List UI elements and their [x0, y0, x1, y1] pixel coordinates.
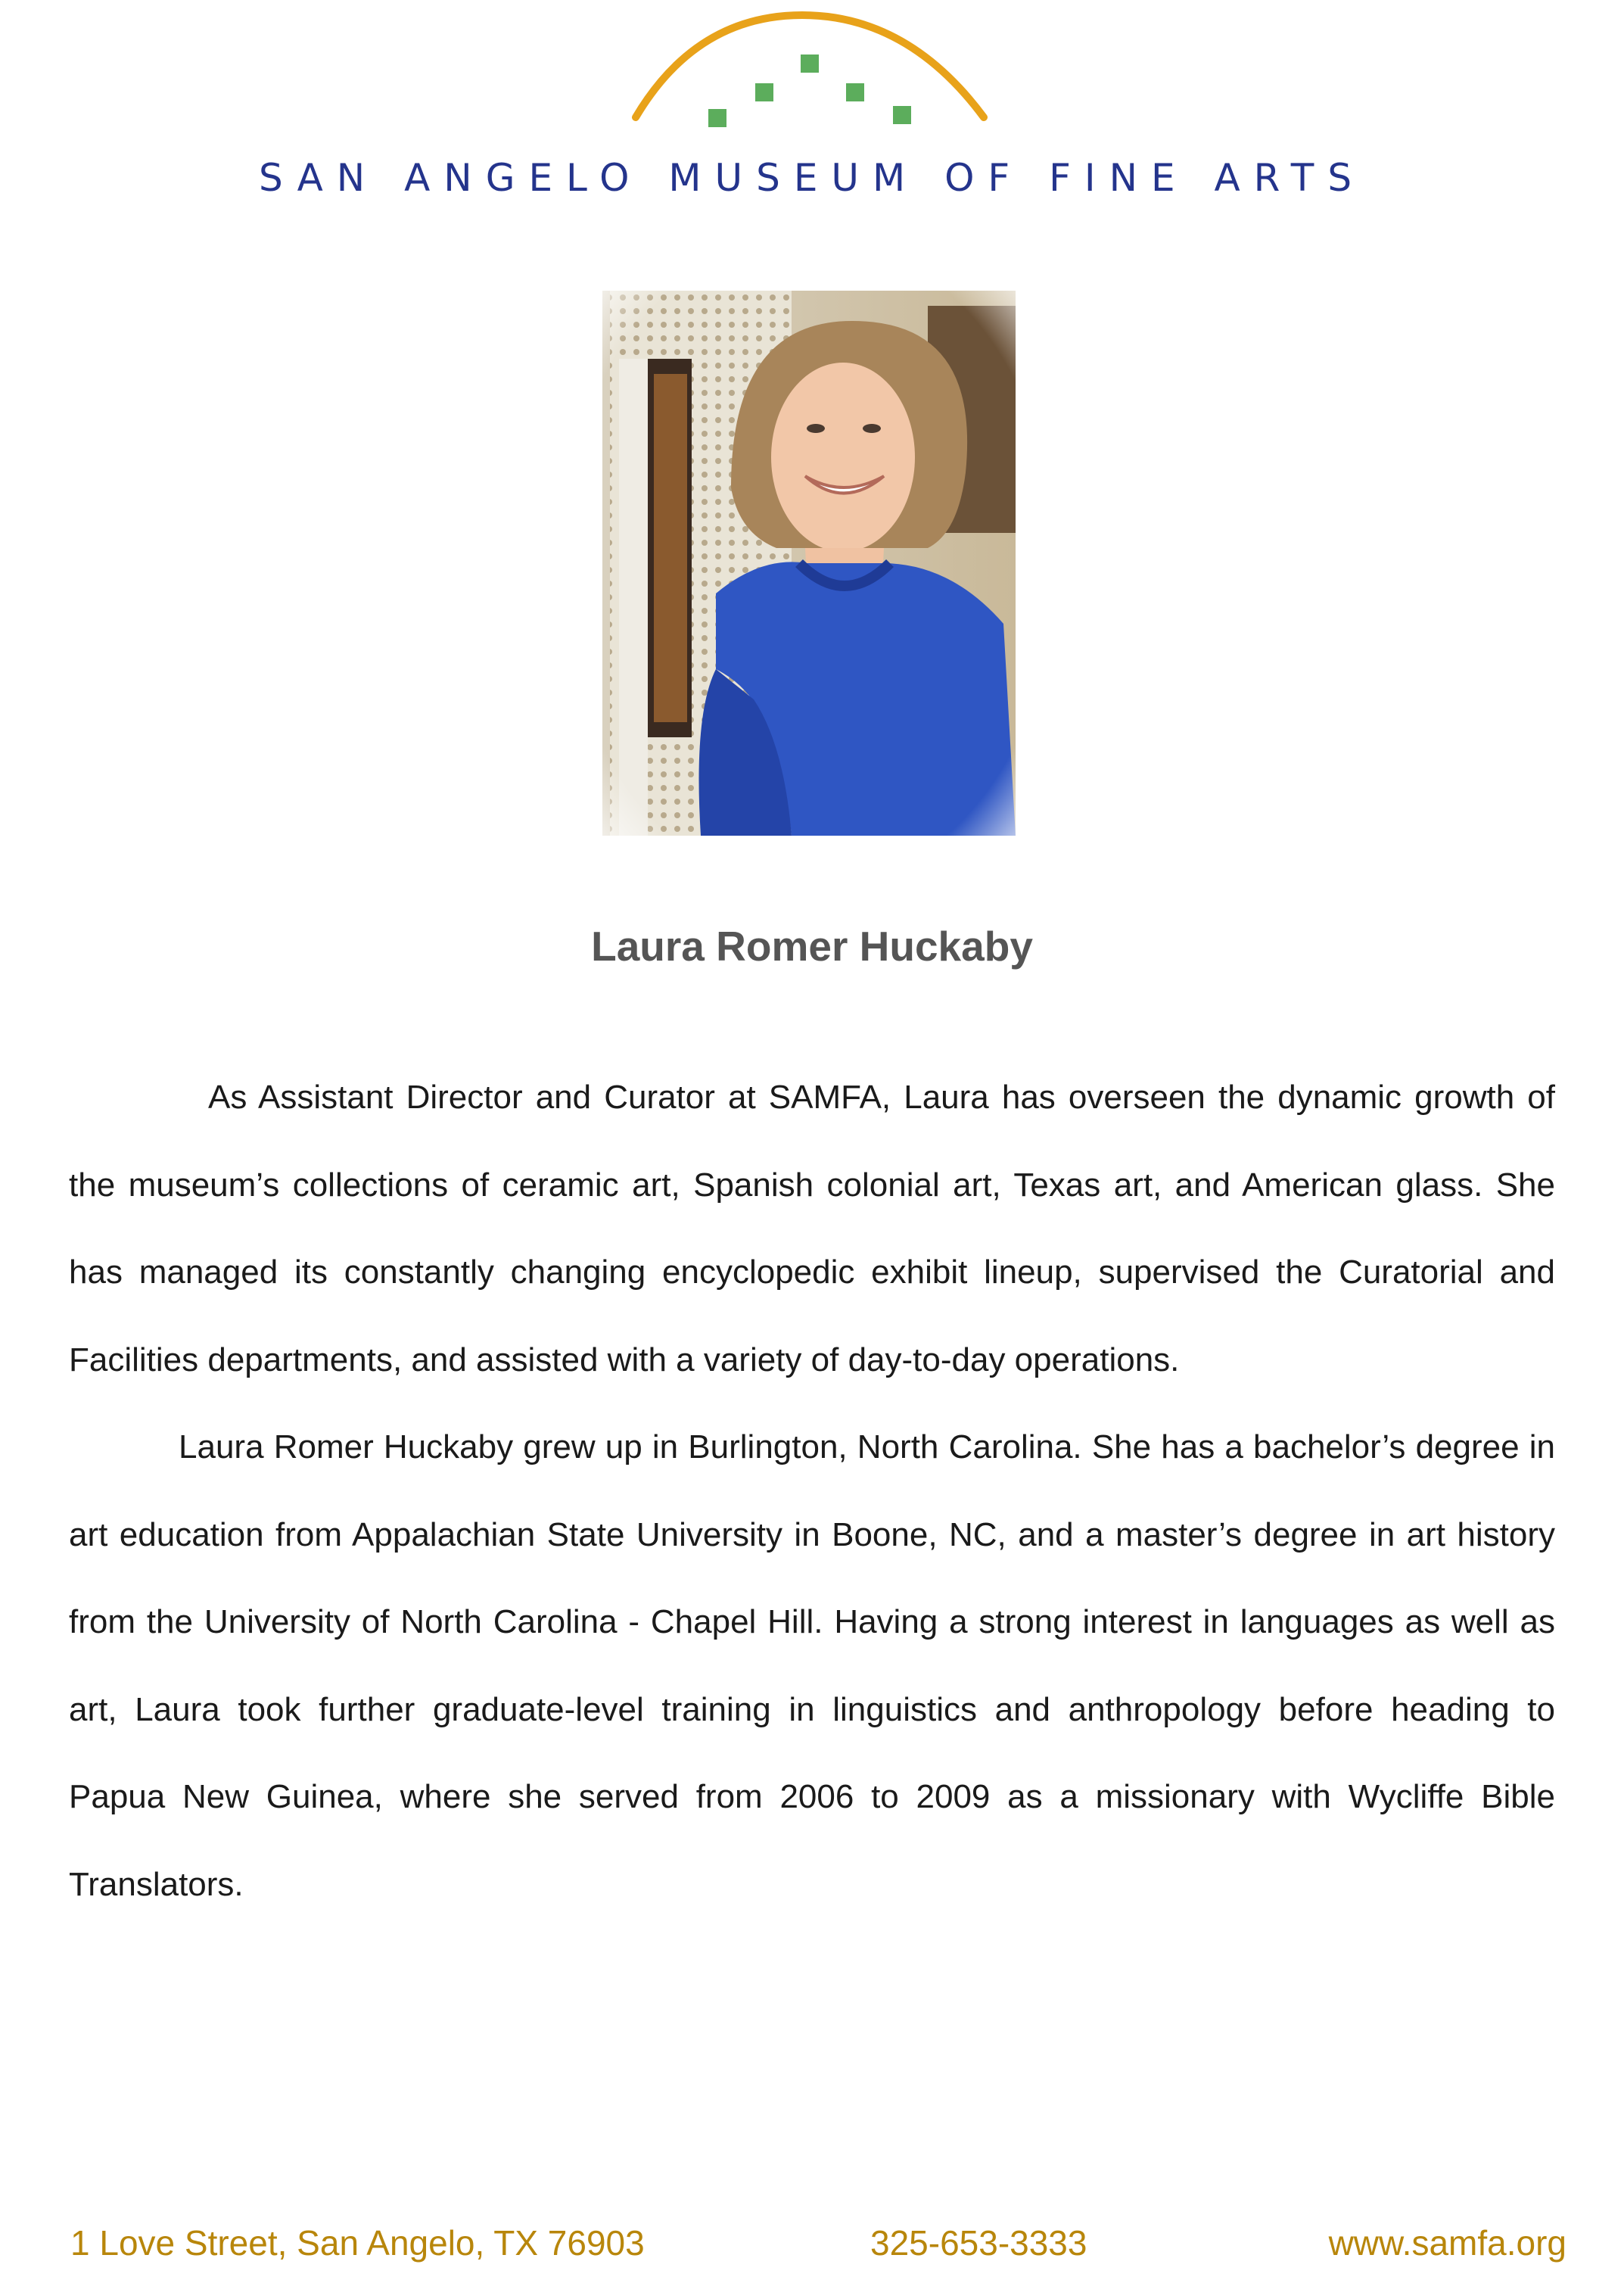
footer-address: 1 Love Street, San Angelo, TX 76903 — [70, 2223, 645, 2263]
logo-square — [708, 109, 726, 127]
logo-square — [893, 106, 911, 124]
museum-logo — [621, 8, 999, 136]
portrait-photo — [602, 291, 1016, 836]
footer-website[interactable]: www.samfa.org — [1328, 2223, 1566, 2263]
organization-name: SAN ANGELO MUSEUM OF FINE ARTS — [258, 156, 1366, 200]
logo-square — [846, 83, 864, 101]
bio-paragraph: Laura Romer Huckaby grew up in Burlington, North Carolina. She has a bachelor’s degree in art education from Appalachian State University in Boone, NC, and a master’s degree in art history from the University of North Carolina - Chapel Hill. Having a strong interest in languages as well as art, Laura took further graduate-level training in linguistics and anthropology before heading to Papua New Guinea, where she served from 2006 to 2009 as a missionary with Wycliffe Bible Translators. — [69, 1428, 1555, 1903]
logo-square — [755, 83, 773, 101]
bio-paragraph: As Assistant Director and Curator at SAMFA, Laura has overseen the dynamic growth of the museum’s collections of ceramic art, Spanish colonial art, Texas art, and American glass. She has managed its constantly changing encyclopedic exhibit lineup, supervised the Curatorial and Facilities departments, and assisted with a variety of day-to-day operations. — [69, 1079, 1555, 1378]
biography — [69, 1054, 1555, 1928]
logo-square — [801, 55, 819, 73]
person-name-heading: Laura Romer Huckaby — [591, 923, 1033, 970]
footer-phone: 325-653-3333 — [870, 2223, 1087, 2263]
